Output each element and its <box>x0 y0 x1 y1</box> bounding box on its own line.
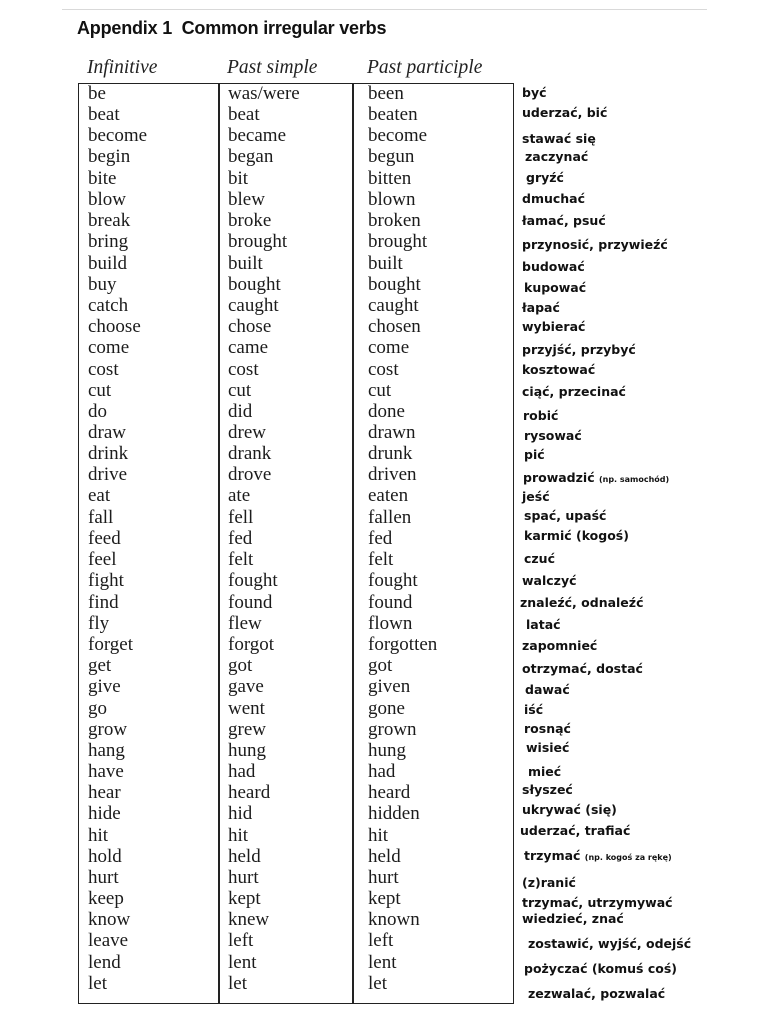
column-divider <box>218 83 220 1004</box>
polish-translation <box>522 320 585 334</box>
polish-translation-text: uderzać, trafiać <box>520 823 631 838</box>
past-simple-cell: fell <box>228 507 254 528</box>
infinitive-cell: fall <box>88 507 114 528</box>
polish-translation <box>522 238 668 252</box>
past-participle-cell: broken <box>368 210 421 231</box>
infinitive-cell: hold <box>88 846 122 867</box>
polish-translation <box>524 448 545 462</box>
polish-translation <box>522 192 585 206</box>
past-participle-cell: had <box>368 761 396 782</box>
infinitive-cell: forget <box>88 634 134 655</box>
past-simple-cell: bought <box>228 274 281 295</box>
past-simple-header: Past simple <box>227 57 318 78</box>
past-simple-cell: fed <box>228 528 253 549</box>
past-participle-cell: held <box>368 846 401 867</box>
infinitive-cell: go <box>88 698 107 719</box>
polish-translation <box>524 849 672 865</box>
polish-translation <box>524 552 555 566</box>
past-participle-cell: known <box>368 909 420 930</box>
polish-translation <box>526 171 564 185</box>
infinitive-header: Infinitive <box>87 57 158 78</box>
infinitive-cell: hear <box>88 782 121 803</box>
past-participle-cell: caught <box>368 295 419 316</box>
past-simple-cell: flew <box>228 613 262 634</box>
past-simple-cell: blew <box>228 189 265 210</box>
polish-translation-note: (np. samochód) <box>598 475 670 484</box>
past-simple-cell: fought <box>228 570 278 591</box>
polish-translation-text: łamać, psuć <box>522 213 606 228</box>
infinitive-cell: cost <box>88 359 119 380</box>
past-simple-cell: bit <box>228 168 249 189</box>
infinitive-cell: feed <box>88 528 121 549</box>
polish-translation <box>524 722 571 736</box>
infinitive-cell: come <box>88 337 130 358</box>
infinitive-cell: choose <box>88 316 141 337</box>
infinitive-cell: leave <box>88 930 129 951</box>
infinitive-cell: do <box>88 401 107 422</box>
past-participle-cell: cost <box>368 359 399 380</box>
infinitive-cell: fly <box>88 613 110 634</box>
past-simple-cell: did <box>228 401 253 422</box>
infinitive-cell: grow <box>88 719 128 740</box>
past-simple-cell: left <box>228 930 254 951</box>
polish-translation-text: otrzymać, dostać <box>522 661 643 676</box>
polish-translation <box>522 662 643 676</box>
past-participle-cell: fallen <box>368 507 412 528</box>
past-participle-cell: done <box>368 401 405 422</box>
polish-translation <box>524 962 677 976</box>
past-simple-cell: gave <box>228 676 264 697</box>
past-participle-cell: eaten <box>368 485 409 506</box>
infinitive-cell: fight <box>88 570 124 591</box>
polish-translation-text: gryźć <box>526 170 564 185</box>
past-participle-cell: hidden <box>368 803 420 824</box>
polish-translation <box>522 912 624 926</box>
polish-translation-text: zostawić, wyjść, odejść <box>528 936 692 951</box>
infinitive-cell: bite <box>88 168 117 189</box>
past-simple-cell: ate <box>228 485 251 506</box>
polish-translation <box>522 132 596 146</box>
infinitive-cell: hide <box>88 803 121 824</box>
past-simple-cell: caught <box>228 295 279 316</box>
polish-translation-text: słyszeć <box>522 782 573 797</box>
past-participle-cell: been <box>368 83 404 104</box>
polish-translation <box>522 363 595 377</box>
infinitive-cell: let <box>88 973 107 994</box>
polish-translation-text: wisieć <box>526 740 570 755</box>
past-participle-cell: got <box>368 655 393 676</box>
polish-translation <box>522 106 607 120</box>
past-simple-cell: got <box>228 655 253 676</box>
polish-translation <box>526 741 569 755</box>
polish-translation <box>522 301 560 315</box>
polish-translation-text: wybierać <box>522 319 586 334</box>
past-participle-cell: blown <box>368 189 416 210</box>
polish-translation <box>522 490 550 504</box>
polish-translation-text: trzymać, utrzymywać <box>522 895 673 910</box>
polish-translation <box>528 937 691 951</box>
polish-translation <box>528 987 665 1001</box>
polish-translation-text: kosztować <box>522 362 596 377</box>
past-participle-cell: let <box>368 973 387 994</box>
polish-translation-text: czuć <box>524 551 555 566</box>
column-divider <box>352 83 354 1004</box>
past-participle-cell: drunk <box>368 443 413 464</box>
polish-translation-text: karmić (kogoś) <box>524 528 629 543</box>
verb-table <box>78 83 514 1004</box>
past-simple-cell: hit <box>228 825 249 846</box>
past-participle-header: Past participle <box>367 57 483 78</box>
past-participle-cell: bitten <box>368 168 412 189</box>
polish-translation-text: iść <box>524 702 544 717</box>
infinitive-cell: cut <box>88 380 112 401</box>
infinitive-cell: hurt <box>88 867 119 888</box>
polish-translation-text: spać, upaść <box>524 508 607 523</box>
past-participle-cell: become <box>368 125 428 146</box>
polish-translation <box>525 683 570 697</box>
past-simple-cell: was/were <box>228 83 300 104</box>
past-participle-cell: brought <box>368 231 428 252</box>
past-simple-cell: hung <box>228 740 266 761</box>
past-participle-cell: built <box>368 253 403 274</box>
polish-translation-text: zezwalać, pozwalać <box>528 986 666 1001</box>
polish-translation <box>522 86 547 100</box>
infinitive-cell: hit <box>88 825 109 846</box>
polish-translation-text: ukrywać (się) <box>522 802 617 817</box>
polish-translation-text: mieć <box>528 764 562 779</box>
infinitive-cell: eat <box>88 485 111 506</box>
past-participle-cell: grown <box>368 719 417 740</box>
infinitive-cell: begin <box>88 146 131 167</box>
polish-translation-text: latać <box>526 617 561 632</box>
past-simple-cell: lent <box>228 952 257 973</box>
polish-translation <box>520 824 630 838</box>
past-participle-cell: driven <box>368 464 417 485</box>
polish-translation-text: walczyć <box>522 573 577 588</box>
polish-translation-text: być <box>522 85 547 100</box>
past-participle-cell: flown <box>368 613 413 634</box>
polish-translation-text: zaczynać <box>525 149 589 164</box>
infinitive-cell: drink <box>88 443 129 464</box>
infinitive-cell: beat <box>88 104 120 125</box>
past-participle-cell: forgotten <box>368 634 438 655</box>
past-participle-cell: chosen <box>368 316 421 337</box>
past-participle-cell: hung <box>368 740 406 761</box>
infinitive-cell: have <box>88 761 124 782</box>
past-simple-cell: chose <box>228 316 272 337</box>
past-simple-cell: hurt <box>228 867 259 888</box>
infinitive-cell: become <box>88 125 148 146</box>
infinitive-cell: know <box>88 909 131 930</box>
polish-translation <box>524 281 586 295</box>
top-rule <box>62 9 707 10</box>
polish-translation <box>522 214 606 228</box>
past-simple-cell: had <box>228 761 256 782</box>
polish-translation-text: dmuchać <box>522 191 586 206</box>
polish-translation <box>522 639 597 653</box>
infinitive-cell: keep <box>88 888 124 909</box>
polish-translation-text: trzymać <box>524 848 581 863</box>
past-simple-cell: hid <box>228 803 253 824</box>
polish-translation-text: budować <box>522 259 585 274</box>
past-participle-cell: beaten <box>368 104 418 125</box>
polish-translation-text: prowadzić <box>523 470 595 485</box>
polish-translation <box>528 765 561 779</box>
polish-translation <box>524 529 629 543</box>
infinitive-cell: bring <box>88 231 129 252</box>
infinitive-cell: hang <box>88 740 125 761</box>
polish-translation-text: łapać <box>522 300 560 315</box>
past-participle-cell: hurt <box>368 867 399 888</box>
polish-translation-text: kupować <box>524 280 587 295</box>
past-participle-cell: come <box>368 337 410 358</box>
polish-translation-text: wiedzieć, znać <box>522 911 624 926</box>
past-simple-cell: broke <box>228 210 272 231</box>
past-simple-cell: drew <box>228 422 266 443</box>
past-participle-cell: found <box>368 592 413 613</box>
polish-translation <box>522 783 573 797</box>
polish-translation <box>522 260 585 274</box>
polish-translation-text: jeść <box>522 489 550 504</box>
past-simple-cell: kept <box>228 888 261 909</box>
page-title: Appendix 1 Common irregular verbs <box>77 18 387 38</box>
past-participle-cell: cut <box>368 380 392 401</box>
past-participle-cell: fought <box>368 570 418 591</box>
infinitive-cell: break <box>88 210 131 231</box>
past-simple-cell: drove <box>228 464 272 485</box>
past-participle-cell: lent <box>368 952 397 973</box>
polish-translation-text: pić <box>524 447 545 462</box>
past-simple-cell: began <box>228 146 274 167</box>
infinitive-cell: drive <box>88 464 128 485</box>
polish-translation <box>524 509 606 523</box>
past-simple-cell: became <box>228 125 287 146</box>
polish-translation <box>522 896 673 910</box>
past-simple-cell: cut <box>228 380 252 401</box>
polish-translation <box>522 876 576 890</box>
polish-translation-text: stawać się <box>522 131 596 146</box>
polish-translation <box>523 471 669 487</box>
infinitive-cell: give <box>88 676 121 697</box>
infinitive-cell: be <box>88 83 106 104</box>
polish-translation <box>525 150 588 164</box>
polish-translation <box>522 385 626 399</box>
past-simple-cell: knew <box>228 909 270 930</box>
infinitive-cell: get <box>88 655 112 676</box>
polish-translation-text: rosnąć <box>524 721 571 736</box>
past-participle-cell: gone <box>368 698 405 719</box>
past-simple-cell: heard <box>228 782 271 803</box>
infinitive-cell: lend <box>88 952 121 973</box>
polish-translation-text: dawać <box>525 682 570 697</box>
polish-translation <box>523 409 558 423</box>
polish-translation-text: (z)ranić <box>522 875 576 890</box>
polish-translation <box>522 343 636 357</box>
past-participle-cell: given <box>368 676 411 697</box>
past-participle-cell: felt <box>368 549 394 570</box>
infinitive-cell: find <box>88 592 119 613</box>
polish-translation-text: pożyczać (komuś coś) <box>524 961 677 976</box>
past-simple-cell: grew <box>228 719 266 740</box>
infinitive-cell: draw <box>88 422 126 443</box>
polish-translation <box>524 703 543 717</box>
past-participle-cell: fed <box>368 528 393 549</box>
past-simple-cell: built <box>228 253 263 274</box>
polish-translation-text: przynosić, przywieźć <box>522 237 668 252</box>
polish-translation-text: robić <box>523 408 559 423</box>
past-participle-cell: kept <box>368 888 401 909</box>
polish-translation <box>526 618 561 632</box>
polish-translation-text: znaleźć, odnaleźć <box>520 595 644 610</box>
polish-translation <box>524 429 582 443</box>
past-simple-cell: held <box>228 846 261 867</box>
past-simple-cell: drank <box>228 443 272 464</box>
past-simple-cell: felt <box>228 549 254 570</box>
past-simple-cell: brought <box>228 231 288 252</box>
polish-translation <box>520 596 643 610</box>
infinitive-cell: blow <box>88 189 126 210</box>
past-participle-cell: heard <box>368 782 411 803</box>
past-participle-cell: left <box>368 930 394 951</box>
polish-translation-note: (np. kogoś za rękę) <box>584 853 672 862</box>
past-simple-cell: beat <box>228 104 260 125</box>
past-participle-cell: bought <box>368 274 421 295</box>
polish-translation-text: zapomnieć <box>522 638 598 653</box>
past-simple-cell: came <box>228 337 269 358</box>
past-participle-cell: drawn <box>368 422 416 443</box>
infinitive-cell: buy <box>88 274 117 295</box>
polish-translation <box>522 574 577 588</box>
infinitive-cell: build <box>88 253 128 274</box>
past-simple-cell: cost <box>228 359 259 380</box>
infinitive-cell: feel <box>88 549 117 570</box>
past-simple-cell: let <box>228 973 247 994</box>
past-simple-cell: went <box>228 698 265 719</box>
polish-translation <box>522 803 617 817</box>
polish-translation-text: ciąć, przecinać <box>522 384 626 399</box>
polish-translation-text: uderzać, bić <box>522 105 608 120</box>
past-simple-cell: forgot <box>228 634 275 655</box>
polish-translation-text: przyjść, przybyć <box>522 342 636 357</box>
past-participle-cell: hit <box>368 825 389 846</box>
polish-translation-text: rysować <box>524 428 582 443</box>
infinitive-cell: catch <box>88 295 129 316</box>
past-participle-cell: begun <box>368 146 415 167</box>
past-simple-cell: found <box>228 592 273 613</box>
